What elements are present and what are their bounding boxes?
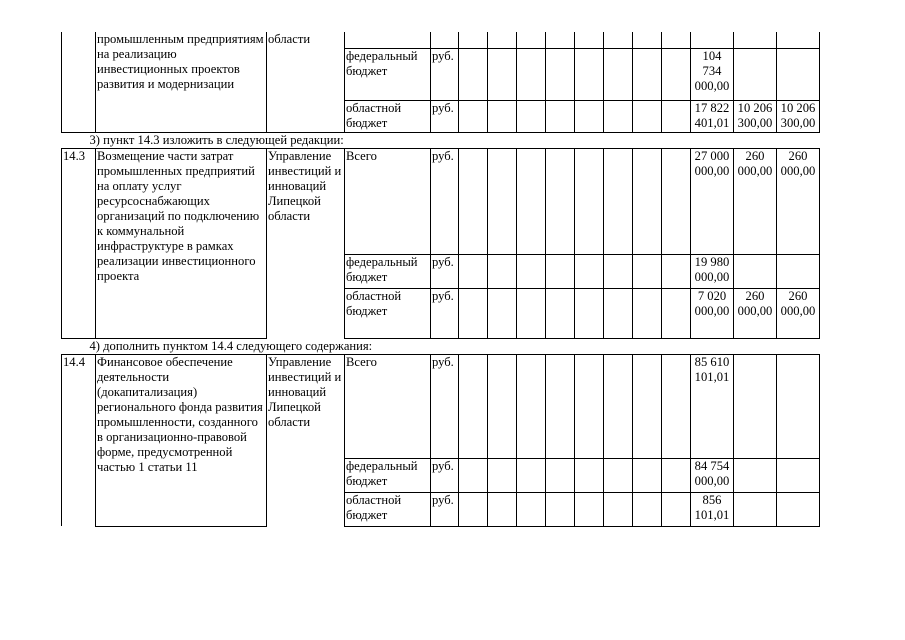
- value-cell: 10 206 300,00: [777, 100, 820, 132]
- item-executor: Управление инвестиций и инноваций Липецкой области: [267, 354, 345, 526]
- fragment-name-cell: промышленным предприятиям на реализацию инвестиционных проектов развития и модернизации: [96, 32, 267, 132]
- value-cell: [777, 354, 820, 458]
- unit: руб.: [431, 48, 459, 100]
- value-cell: [777, 492, 820, 526]
- unit: руб.: [431, 354, 459, 458]
- unit: руб.: [431, 148, 459, 254]
- value-cell: [734, 354, 777, 458]
- unit: руб.: [431, 254, 459, 288]
- value-cell: 17 822 401,01: [691, 100, 734, 132]
- item-name: Возмещение части затрат промышленных предприятий на оплату услуг ресурсоснабжающих организаций по подключению к коммунальной инфраструктуре в рамках реализации инвестиционного проекта: [96, 148, 267, 338]
- item-number: 14.4: [62, 354, 96, 526]
- funding-source: областной бюджет: [345, 492, 431, 526]
- value-cell: [734, 492, 777, 526]
- value-cell: 19 980 000,00: [691, 254, 734, 288]
- value-cell: [734, 254, 777, 288]
- value-cell: [777, 254, 820, 288]
- amendment-text: 4) дополнить пунктом 14.4 следующего содержания:: [89, 338, 373, 353]
- value-cell: [734, 48, 777, 100]
- funding-source: областной бюджет: [345, 100, 431, 132]
- table-row: [62, 354, 820, 458]
- value-cell: 27 000 000,00: [691, 148, 734, 254]
- funding-source: федеральный бюджет: [345, 48, 431, 100]
- fragment-executor-cell: области: [267, 32, 345, 132]
- value-cell: 260 000,00: [734, 148, 777, 254]
- amendment-text: 3) пункт 14.3 изложить в следующей редакции:: [89, 132, 344, 147]
- value-cell: 104 734 000,00: [691, 48, 734, 100]
- value-cell: 85 610 101,01: [691, 354, 734, 458]
- item-name: Финансовое обеспечение деятельности (докапитализация) регионального фонда развития промышленности, созданного в организационно-правовой форме, предусмотренной частью 1 статьи 11: [96, 354, 267, 526]
- value-cell: [734, 458, 777, 492]
- value-cell: [777, 458, 820, 492]
- unit: руб.: [431, 492, 459, 526]
- funding-source: федеральный бюджет: [345, 458, 431, 492]
- value-cell: 84 754 000,00: [691, 458, 734, 492]
- item-executor: Управление инвестиций и инноваций Липецкой области: [267, 148, 345, 338]
- unit: руб.: [431, 458, 459, 492]
- funding-source: Всего: [345, 148, 431, 254]
- table-row: [62, 148, 820, 254]
- value-cell: 260 000,00: [734, 288, 777, 338]
- value-cell: [777, 48, 820, 100]
- value-cell: 260 000,00: [777, 148, 820, 254]
- value-cell: 10 206 300,00: [734, 100, 777, 132]
- unit: руб.: [431, 100, 459, 132]
- program-table: [61, 32, 820, 527]
- funding-source: Всего: [345, 354, 431, 458]
- funding-source: областной бюджет: [345, 288, 431, 338]
- fragment-number-cell: [62, 32, 96, 132]
- fragment-row-top: [62, 32, 820, 48]
- unit: руб.: [431, 288, 459, 338]
- amendment-note-3: [62, 132, 820, 148]
- value-cell: 856 101,01: [691, 492, 734, 526]
- amendment-note-4: [62, 338, 820, 354]
- item-number: 14.3: [62, 148, 96, 338]
- value-cell: 7 020 000,00: [691, 288, 734, 338]
- value-cell: 260 000,00: [777, 288, 820, 338]
- funding-source: федеральный бюджет: [345, 254, 431, 288]
